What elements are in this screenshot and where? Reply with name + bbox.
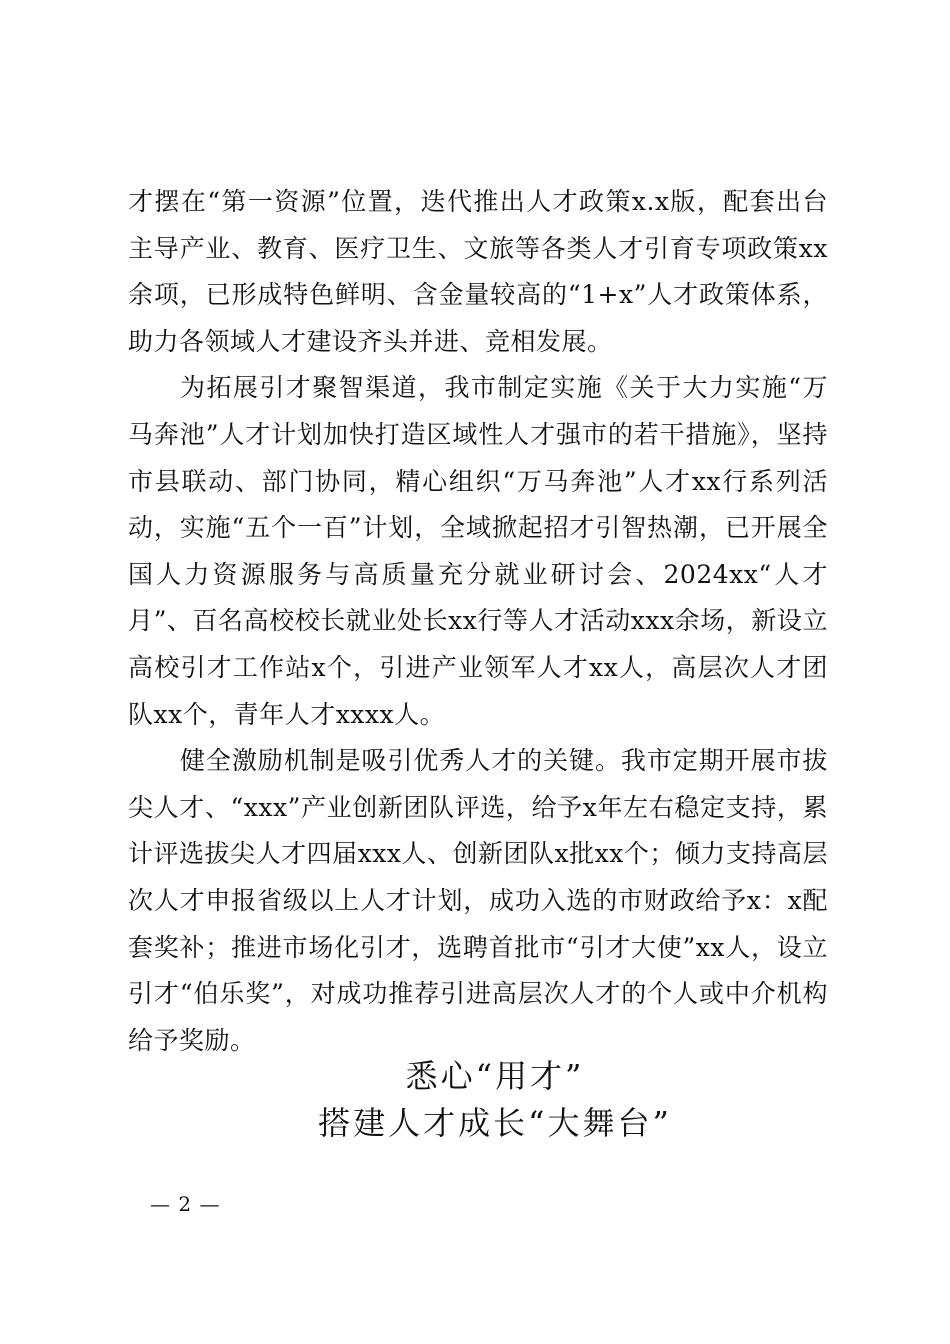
paragraph-1: 才摆在“第一资源”位置，迭代推出人才政策x.x版，配套出台主导产业、教育、医疗卫生、文旅等各类人才引育专项政策xx余项，已形成特色鲜明、含金量较高的“1+x”人才政策体系，助力各领域人才建设齐头并进、竞相发展。	[128, 187, 828, 356]
section-heading-line-2: 搭建人才成长“大舞台”	[318, 1104, 672, 1142]
body-text	[128, 179, 828, 1064]
paragraph-2: 为拓展引才聚智渠道，我市制定实施《关于大力实施“万马奔池”人才计划加快打造区域性人才强市的若干措施》，坚持市县联动、部门协同，精心组织“万马奔池”人才xx行系列活动，实施“五个一百”计划，全域掀起招才引智热潮，已开展全国人力资源服务与高质量充分就业研讨会、2024xx“人才月”、百名高校校长就业处长xx行等人才活动xxx余场，新设立高校引才工作站x个，引进产业领军人才xx人，高层次人才团队xx个，青年人才xxxx人。	[128, 373, 828, 729]
page-number: — 2 —	[150, 1192, 221, 1216]
paragraph-3: 健全激励机制是吸引优秀人才的关键。我市定期开展市拔尖人才、“xxx”产业创新团队评选，给予x年左右稳定支持，累计评选拔尖人才四届xxx人、创新团队x批xx个；倾力支持高层次人才申报省级以上人才计划，成功入选的市财政给予x：x配套奖补；推进市场化引才，选聘首批市“引才大使”xx人，设立引才“伯乐奖”，对成功推荐引进高层次人才的个人或中介机构给予奖励。	[128, 746, 828, 1055]
section-heading-line-1: 悉心“用才”	[405, 1057, 585, 1095]
